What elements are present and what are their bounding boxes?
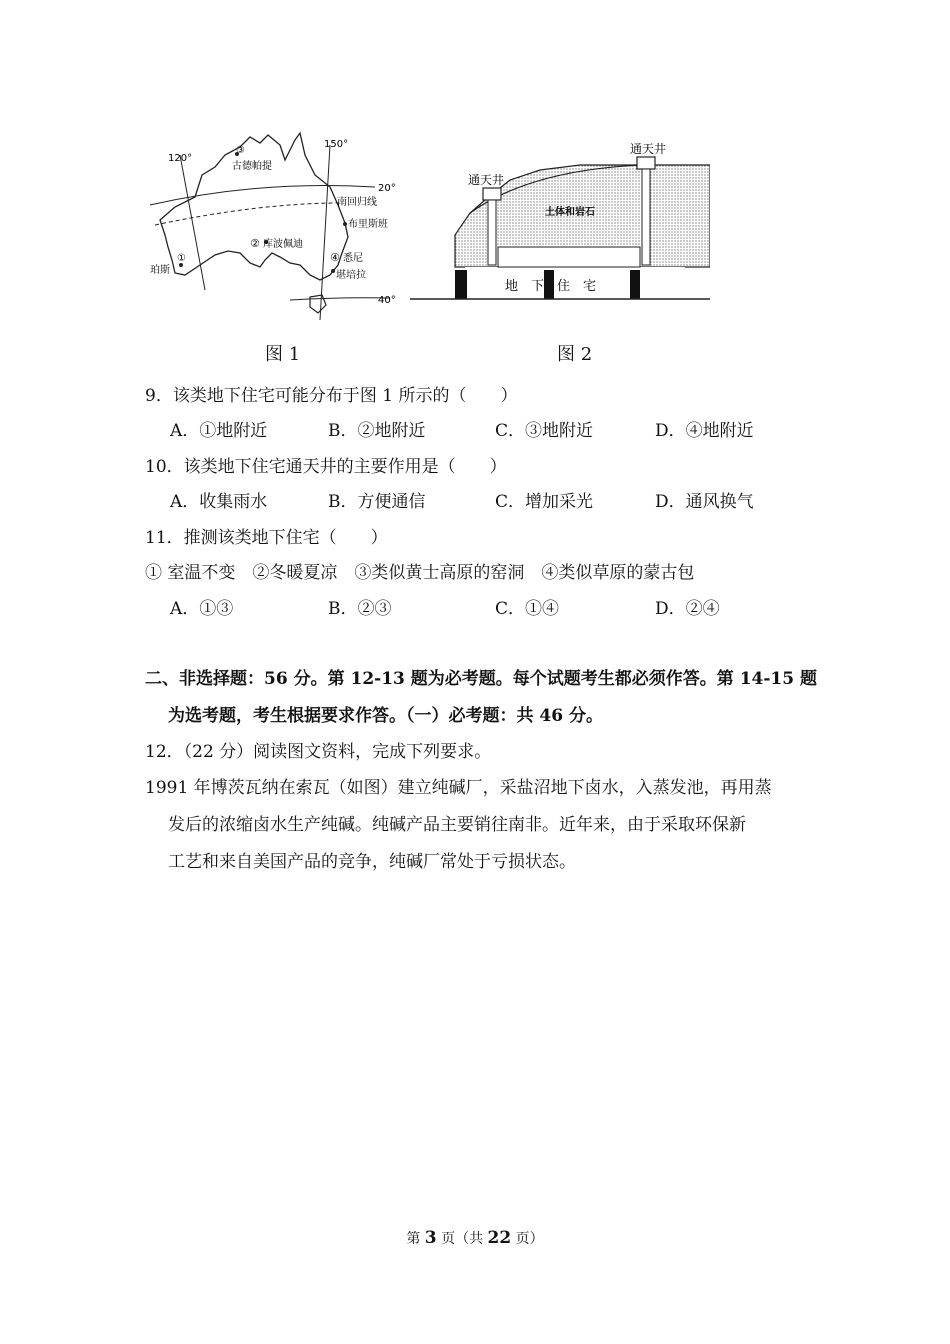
label-tropic: 南回归线 bbox=[337, 197, 377, 208]
tasmania bbox=[310, 295, 326, 313]
lat-40-line bbox=[290, 298, 390, 300]
footer-mid: 页（共 bbox=[441, 1231, 484, 1247]
question-12-para-line1: 1991 年博茨瓦纳在索瓦（如图）建立纯碱厂，采盐沼地下卤水，入蒸发池，再用蒸 bbox=[145, 778, 772, 798]
question-12-para-line3: 工艺和来自美国产品的竞争，纯碱厂常处于亏损状态。 bbox=[168, 852, 576, 872]
q10-option-a: A．收集雨水 bbox=[170, 492, 268, 512]
label-perth: 珀斯 bbox=[150, 265, 170, 276]
label-lat20: 20° bbox=[378, 183, 396, 194]
section-2-heading-line1: 二、非选择题：56 分。第 12-13 题为必考题。每个试题考生都必须作答。第 14-15 题 bbox=[145, 669, 817, 689]
label-house: 地 下 住 宅 bbox=[505, 279, 597, 294]
label-shaft-right: 通天井 bbox=[630, 142, 667, 156]
figure-2-caption: 图 2 bbox=[557, 344, 593, 365]
label-perth-num: ① bbox=[177, 253, 186, 264]
question-12-para-line2: 发后的浓缩卤水生产纯碱。纯碱产品主要销往南非。近年来，由于采取环保新 bbox=[168, 815, 746, 835]
label-geraldton-num: ③ bbox=[236, 145, 245, 156]
label-geraldton: 古德帕提 bbox=[232, 161, 272, 172]
q9-option-b: B．②地附近 bbox=[328, 421, 426, 441]
label-soil: 土体和岩石 bbox=[545, 207, 595, 218]
figure-2-underground-house bbox=[410, 135, 710, 305]
lon-150-line bbox=[320, 145, 330, 320]
label-lon150: 150° bbox=[324, 139, 349, 150]
tropic-line bbox=[155, 203, 340, 225]
question-11-stem: 11．推测该类地下住宅（ ） bbox=[145, 528, 388, 548]
page-footer bbox=[0, 1228, 950, 1248]
question-9-stem: 9．该类地下住宅可能分布于图 1 所示的（ ） bbox=[145, 386, 518, 406]
point-sydney bbox=[331, 269, 335, 273]
footer-post: 页） bbox=[515, 1231, 544, 1247]
q10-option-b: B．方便通信 bbox=[328, 492, 426, 512]
figure-1-caption: 图 1 bbox=[265, 344, 301, 365]
figure-1-australia-map bbox=[140, 125, 410, 325]
q9-option-d: D．④地附近 bbox=[655, 421, 754, 441]
q10-option-d: D．通风换气 bbox=[655, 492, 754, 512]
question-10-stem: 10．该类地下住宅通天井的主要作用是（ ） bbox=[145, 457, 507, 477]
label-sydney-num: ④ bbox=[330, 251, 340, 264]
label-shaft-left: 通天井 bbox=[468, 173, 505, 187]
footer-total-pages: 22 bbox=[487, 1228, 512, 1248]
question-11-statements: ① 室温不变 ②冬暖夏凉 ③类似黄士高原的窑洞 ④类似草原的蒙古包 bbox=[145, 563, 695, 583]
q11-option-c: C．①④ bbox=[495, 599, 560, 619]
label-lat40: 40° bbox=[378, 295, 396, 306]
footer-pre: 第 bbox=[406, 1231, 421, 1247]
label-brisbane: 布里斯班 bbox=[348, 219, 388, 230]
q11-option-b: B．②③ bbox=[328, 599, 392, 619]
question-12-stem: 12．（22 分）阅读图文资料，完成下列要求。 bbox=[145, 742, 492, 762]
section-2-heading-line2: 为选考题，考生根据要求作答。（一）必考题：共 46 分。 bbox=[168, 706, 603, 726]
label-coober-num: ② bbox=[250, 237, 260, 250]
footer-page-number: 3 bbox=[424, 1228, 437, 1248]
q11-option-d: D．②④ bbox=[655, 599, 720, 619]
q10-option-c: C．增加采光 bbox=[495, 492, 594, 512]
label-hobart: 堪培拉 bbox=[336, 270, 366, 281]
label-lon120: 120° bbox=[168, 153, 193, 164]
point-brisbane bbox=[343, 222, 347, 226]
q9-option-c: C．③地附近 bbox=[495, 421, 594, 441]
q11-option-a: A．①③ bbox=[170, 599, 234, 619]
q9-option-a: A．①地附近 bbox=[170, 421, 268, 441]
label-sydney: 悉尼 bbox=[343, 253, 363, 264]
label-coober: 库波佩迪 bbox=[263, 239, 303, 250]
